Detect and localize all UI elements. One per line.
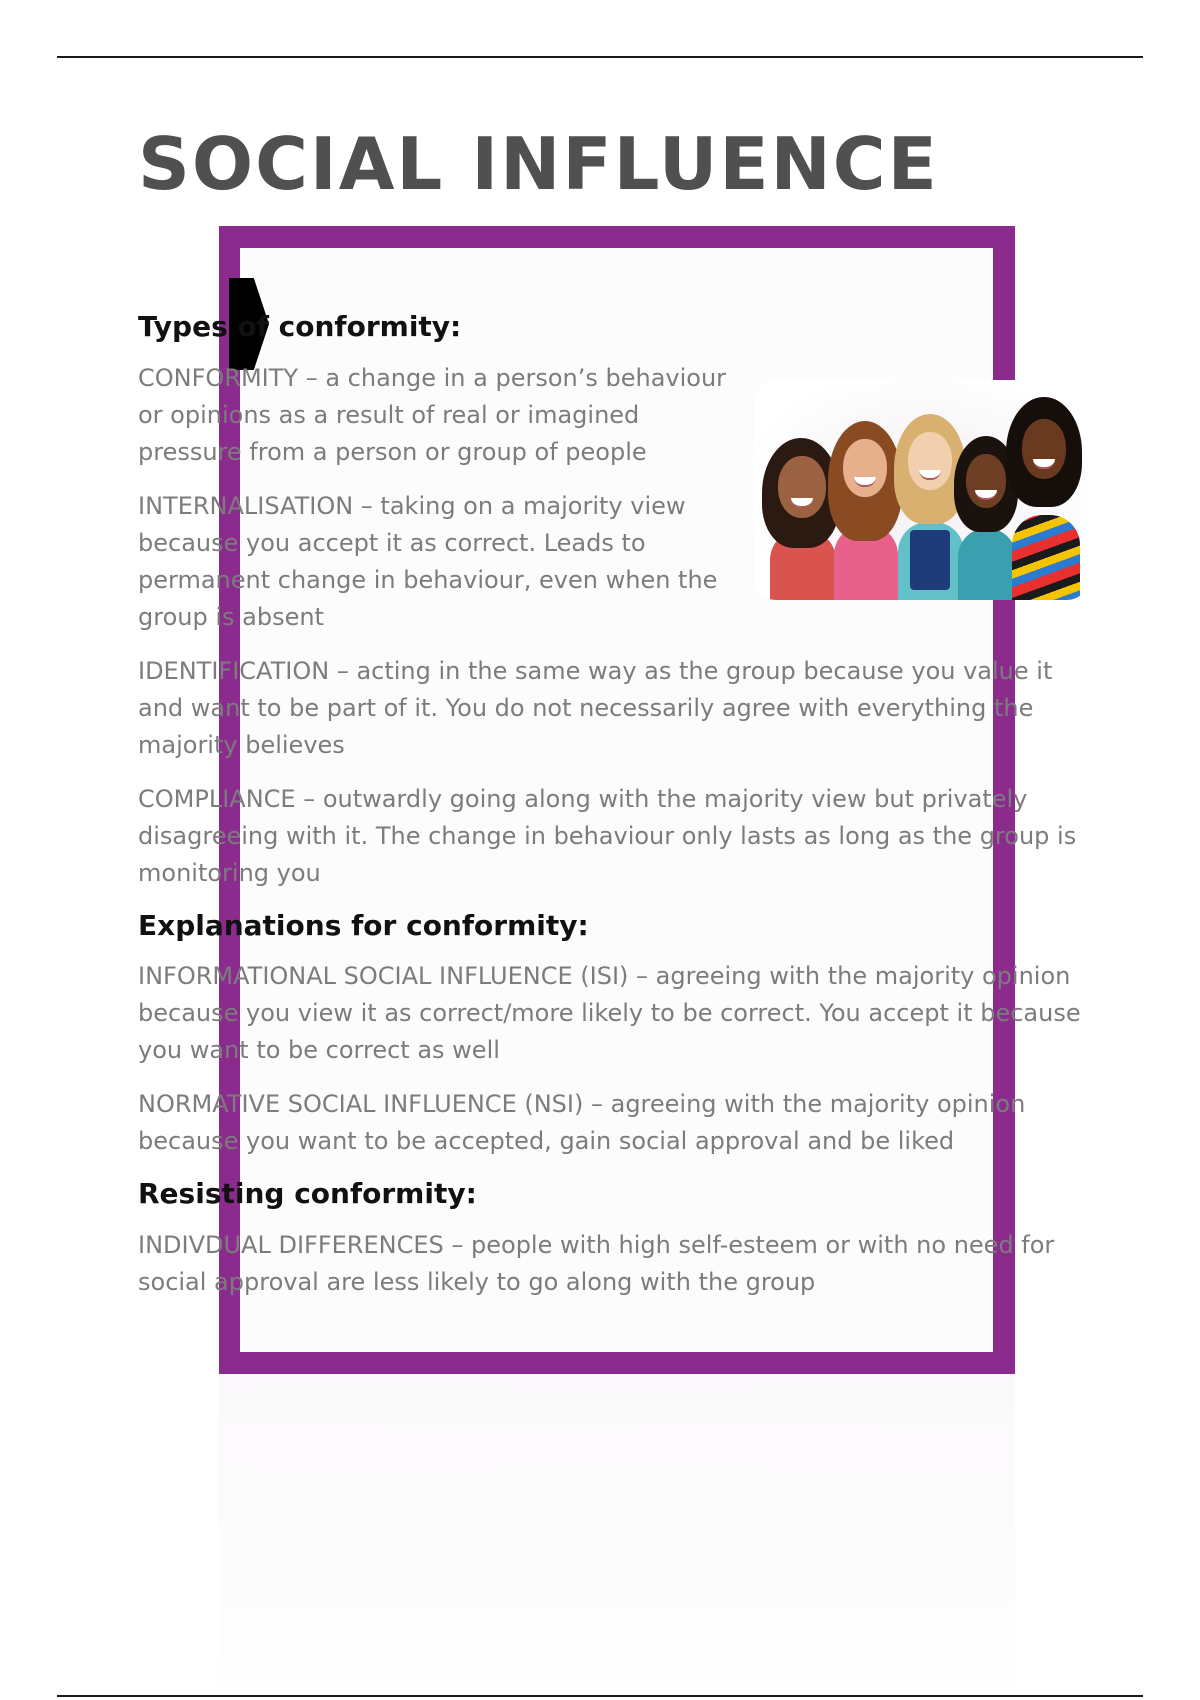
definition-paragraph: NORMATIVE SOCIAL INFLUENCE (NSI) – agreeing with the majority opinion because you want to be accepted, gain social approval and be liked (138, 1090, 1026, 1156)
page-title: SOCIAL INFLUENCE (138, 122, 939, 206)
bottom-rule (57, 1695, 1143, 1697)
definition-paragraph: CONFORMITY – a change in a person’s behaviour or opinions as a result of real or imagined pressure from a person or group of people (138, 363, 727, 466)
section-heading: Explanations for conformity: (138, 908, 589, 942)
definition-paragraph: COMPLIANCE – outwardly going along with the majority view but privately disagreeing with it. The change in behaviour only lasts as long as the group is monitoring you (138, 784, 1077, 887)
section-heading: Types of conformity: (138, 310, 462, 343)
definition-paragraph: INTERNALISATION – taking on a majority view because you accept it as correct. Leads to permanent change in behaviour, even when the group is absent (138, 491, 718, 631)
top-rule (57, 56, 1143, 58)
definition-paragraph: INDIVDUAL DIFFERENCES – people with high self-esteem or with no need for social approval are less likely to go along with the group (138, 1230, 1055, 1296)
section-heading: Resisting conformity: (138, 1177, 477, 1211)
person-figure (1004, 395, 1086, 600)
definition-paragraph: IDENTIFICATION – acting in the same way as the group because you value it and want to be part of it. You do not necessarily agree with everything the majority believes (138, 656, 1053, 759)
group-of-girls-photo (754, 380, 1089, 600)
frame-shadow (219, 1374, 1015, 1694)
definition-paragraph: INFORMATIONAL SOCIAL INFLUENCE (ISI) – agreeing with the majority opinion because you view it as correct/more likely to be correct. You accept it because you want to be correct as well (138, 962, 1081, 1065)
